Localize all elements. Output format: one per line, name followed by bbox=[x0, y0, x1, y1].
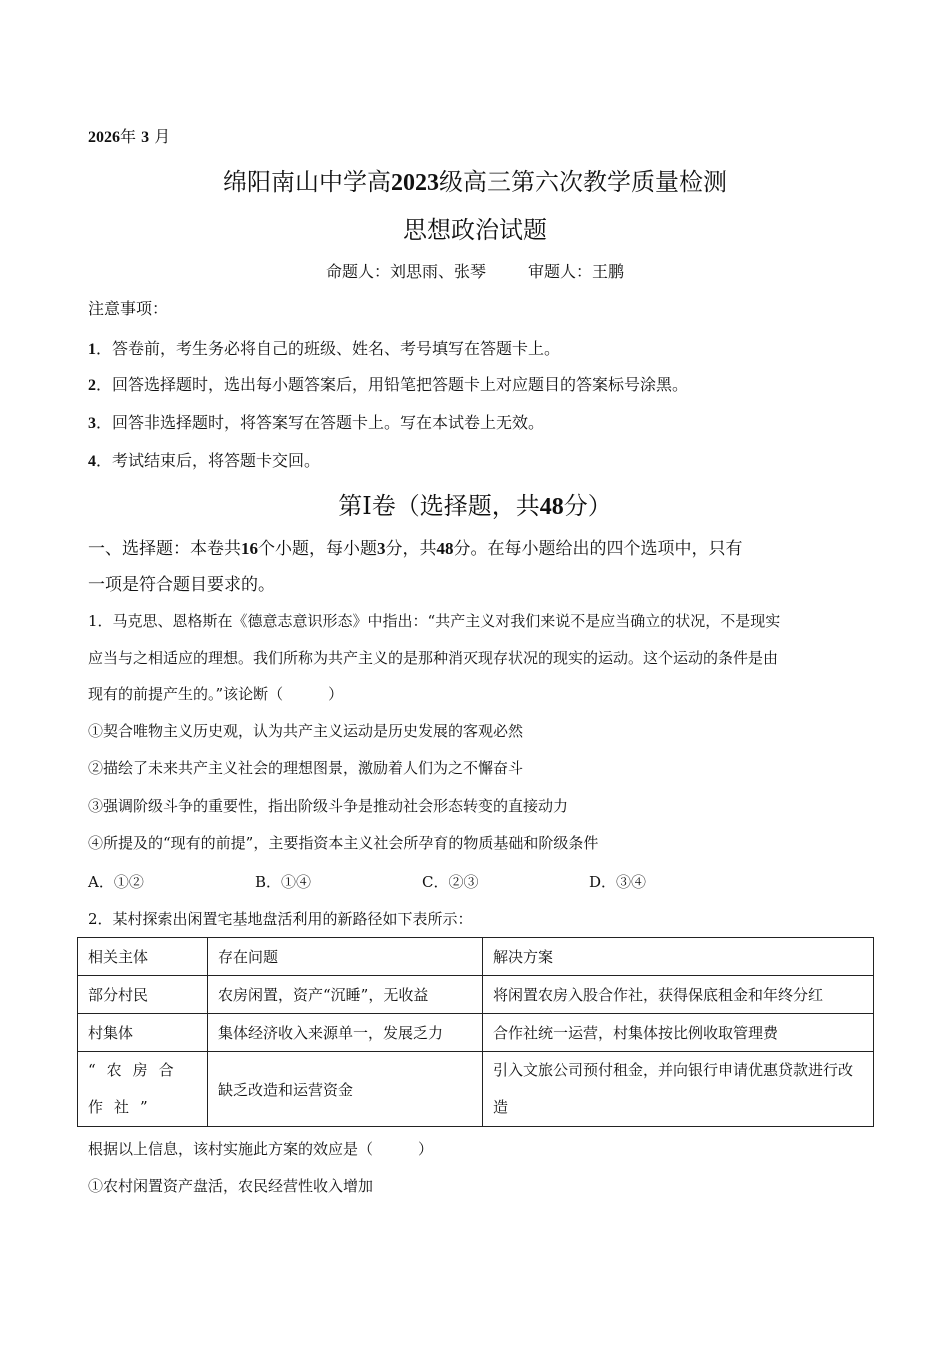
instr-text: 分，共 bbox=[385, 539, 437, 559]
q2-question: 根据以上信息，该村实施此方案的效应是（ ） bbox=[88, 1140, 434, 1158]
q2-option: ①农村闲置资产盘活，农民经营性收入增加 bbox=[88, 1177, 374, 1195]
date-year: 2026 bbox=[88, 129, 120, 146]
notice-text: ．考试结束后，将答题卡交回。 bbox=[96, 451, 321, 470]
question-reviewer: 审题人：王鹏 bbox=[528, 262, 625, 281]
section-instructions bbox=[88, 534, 743, 559]
notice-number: 4 bbox=[88, 453, 96, 470]
notice-item bbox=[88, 372, 688, 395]
section-title-prefix: 第Ⅰ卷（选择题，共 bbox=[338, 492, 540, 520]
notice-heading: 注意事项： bbox=[88, 299, 169, 318]
table-header-row bbox=[78, 938, 874, 976]
table-row bbox=[78, 976, 874, 1014]
date-month: 3 bbox=[141, 129, 150, 146]
table-cell: 农房闲置，资产“沉睡”，无收益 bbox=[208, 976, 483, 1014]
choice-b: B．①④ bbox=[255, 873, 312, 891]
section-instructions-line2: 一项是符合题目要求的。 bbox=[88, 575, 275, 595]
table-cell: 缺乏改造和运营资金 bbox=[208, 1052, 483, 1127]
notice-text: ．回答选择题时，选出每小题答案后，用铅笔把答题卡上对应题目的答案标号涂黑。 bbox=[96, 375, 689, 394]
instr-text: 分。在每小题给出的四个选项中，只有 bbox=[453, 539, 743, 559]
q1-option: ②描绘了未来共产主义社会的理想图景，激励着人们为之不懈奋斗 bbox=[88, 759, 524, 777]
section-points: 48 bbox=[539, 494, 564, 520]
notice-text: ．回答非选择题时，将答案写在答题卡上。写在本试卷上无效。 bbox=[96, 413, 545, 432]
table-cell: “农房合作社” bbox=[78, 1052, 208, 1127]
section-title-suffix: 分） bbox=[563, 492, 612, 520]
notice-item bbox=[88, 336, 560, 359]
instr-each: 3 bbox=[377, 539, 386, 558]
instr-count: 16 bbox=[241, 539, 258, 558]
section-title bbox=[0, 486, 950, 521]
date-month-unit: 月 bbox=[154, 127, 171, 146]
instr-total: 48 bbox=[436, 539, 454, 558]
table-cell: 村集体 bbox=[78, 1014, 208, 1052]
table-cell: 引入文旅公司预付租金，并向银行申请优惠贷款进行改造 bbox=[483, 1052, 874, 1127]
q1-stem-line: 应当与之相适应的理想。我们所称为共产主义的是那种消灭现存状况的现实的运动。这个运动的条件是由 bbox=[88, 649, 779, 667]
table-header: 存在问题 bbox=[208, 938, 483, 976]
notice-text: ．答卷前，考生务必将自己的班级、姓名、考号填写在答题卡上。 bbox=[96, 339, 561, 358]
question-setters: 命题人：刘思雨、张琴 bbox=[325, 262, 486, 281]
q1-stem-line: 现有的前提产生的。”该论断（ ） bbox=[88, 685, 344, 703]
q1-option: ④所提及的“现有的前提”，主要指资本主义社会所孕育的物质基础和阶级条件 bbox=[88, 834, 599, 852]
q1-stem-line: 1．马克思、恩格斯在《德意志意识形态》中指出：“共产主义对我们来说不是应当确立的状况，不是现实 bbox=[88, 612, 781, 630]
choice-d: D．③④ bbox=[589, 873, 647, 891]
choice-a: A．①② bbox=[88, 873, 144, 891]
table-cell: 合作社统一运营，村集体按比例收取管理费 bbox=[483, 1014, 874, 1052]
instr-text: 个小题，每小题 bbox=[258, 539, 377, 559]
exam-date bbox=[88, 124, 170, 147]
q1-option: ①契合唯物主义历史观，认为共产主义运动是历史发展的客观必然 bbox=[88, 722, 524, 740]
q1-choices bbox=[88, 871, 756, 892]
notice-number: 3 bbox=[88, 415, 96, 432]
q1-option: ③强调阶级斗争的重要性，指出阶级斗争是推动社会形态转变的直接动力 bbox=[88, 797, 569, 815]
exam-authors bbox=[0, 259, 950, 282]
instr-text: 一、选择题：本卷共 bbox=[88, 539, 241, 559]
table-cell: 集体经济收入来源单一，发展乏力 bbox=[208, 1014, 483, 1052]
exam-subject: 思想政治试题 bbox=[403, 216, 547, 244]
table-header: 相关主体 bbox=[78, 938, 208, 976]
notice-item bbox=[88, 448, 320, 471]
choice-c: C．②③ bbox=[422, 873, 479, 891]
table-header: 解决方案 bbox=[483, 938, 874, 976]
title-suffix: 级高三第六次教学质量检测 bbox=[439, 168, 727, 196]
notice-number: 1 bbox=[88, 341, 96, 358]
q2-table bbox=[77, 937, 874, 1127]
title-year: 2023 bbox=[391, 170, 439, 196]
table-cell: 将闲置农房入股合作社，获得保底租金和年终分红 bbox=[483, 976, 874, 1014]
table-row bbox=[78, 1052, 874, 1127]
title-prefix: 绵阳南山中学高 bbox=[223, 168, 391, 196]
table-row bbox=[78, 1014, 874, 1052]
q2-stem: 2．某村探索出闲置宅基地盘活利用的新路径如下表所示： bbox=[88, 910, 473, 928]
notice-number: 2 bbox=[88, 377, 96, 394]
notice-item bbox=[88, 410, 544, 433]
exam-title bbox=[0, 162, 950, 197]
date-year-unit: 年 bbox=[120, 127, 137, 146]
table-cell: 部分村民 bbox=[78, 976, 208, 1014]
